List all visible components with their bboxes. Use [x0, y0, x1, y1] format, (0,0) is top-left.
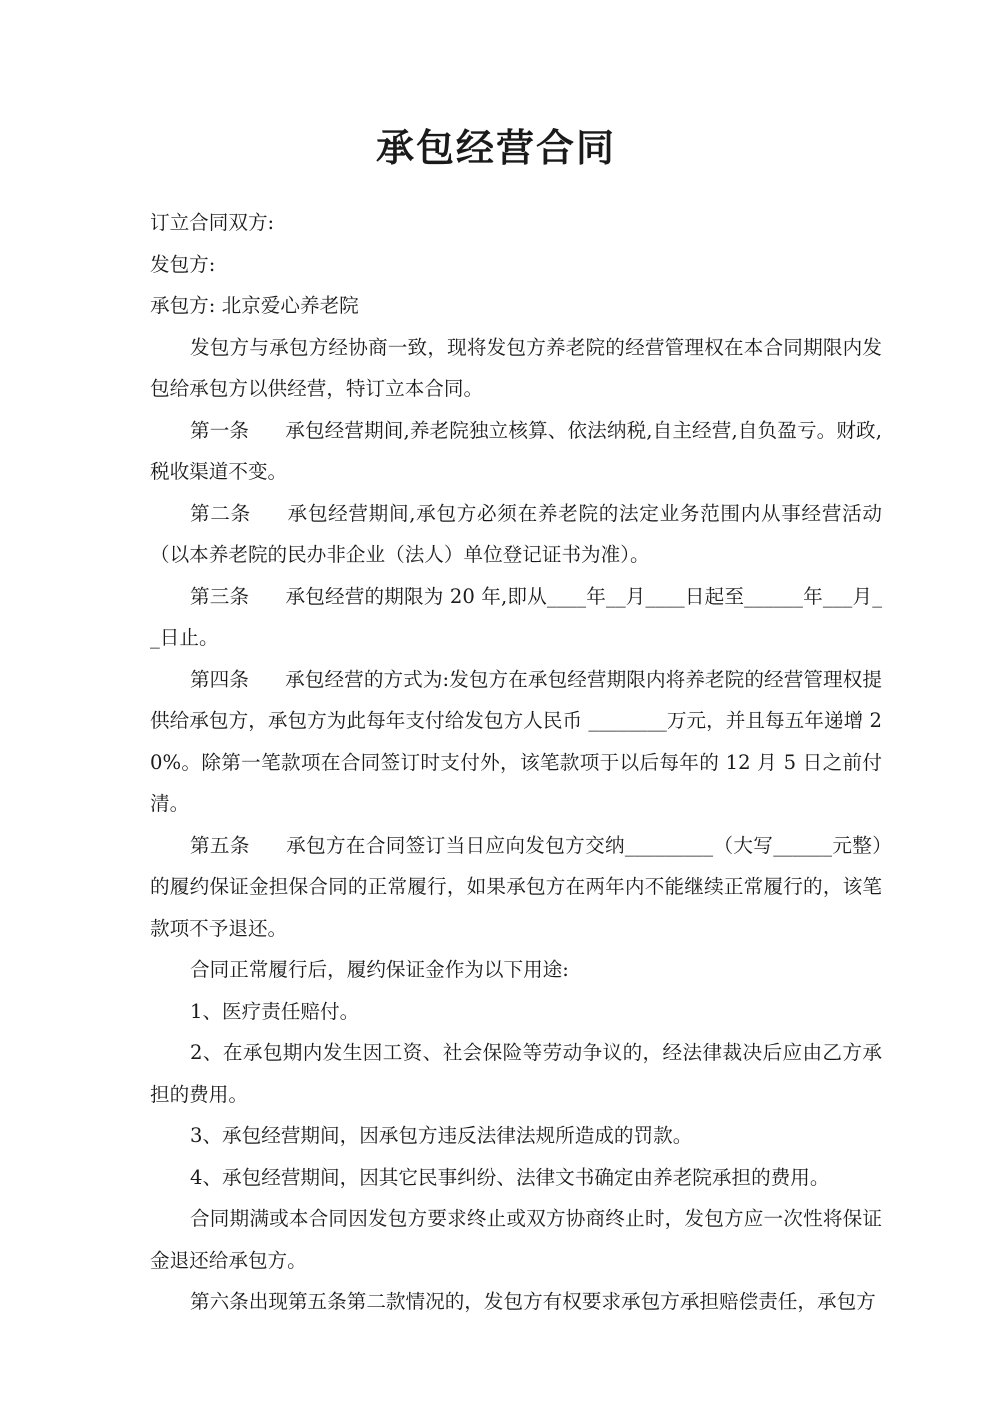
article-text: 承包经营的方式为:发包方在承包经营期限内将养老院的经营管理权提供给承包方，承包方为此每年支付给发包方人民币 ________万元，并且每五年递增 20%。除第一笔款项在合同签订时支付外，该笔款项于以后每年的 12 月 5 日之前付清。: [150, 667, 882, 815]
deposit-item-4: 4、承包经营期间，因其它民事纠纷、法律文书确定由养老院承担的费用。: [190, 1165, 830, 1189]
deposit-item-1: 1、医疗责任赔付。: [190, 999, 360, 1023]
contractor-line: 承包方: 北京爱心养老院: [150, 294, 359, 317]
article-text: 承包经营的期限为 20 年,即从____年__月____日起至______年___月__日止。: [150, 584, 882, 649]
article-text: 承包方在合同签订当日应向发包方交纳_________（大写______元整）的履约保证金担保合同的正常履行，如果承包方在两年内不能继续正常履行的，该笔款项不予退还。: [150, 833, 883, 940]
article-4: [150, 659, 882, 825]
article-number: 第三条: [190, 584, 250, 608]
refund-clause: 合同期满或本合同因发包方要求终止或双方协商终止时，发包方应一次性将保证金退还给承包方。: [150, 1207, 882, 1272]
deposit-item-2: 2、在承包期内发生因工资、社会保险等劳动争议的，经法律裁决后应由乙方承担的费用。: [150, 1041, 882, 1106]
intro-paragraph: 发包方与承包方经协商一致，现将发包方养老院的经营管理权在本合同期限内发包给承包方以供经营，特订立本合同。: [150, 335, 882, 400]
contract-body: [150, 202, 882, 1323]
document-title: 承包经营合同: [375, 125, 616, 170]
article-number: 第一条: [190, 418, 250, 442]
employer-line: 发包方:: [150, 252, 216, 276]
article-text: 承包经营期间,养老院独立核算、依法纳税,自主经营,自负盈亏。财政,税收渠道不变。: [150, 418, 882, 483]
article-6: 第六条出现第五条第二款情况的，发包方有权要求承包方承担赔偿责任，承包方: [190, 1290, 876, 1313]
parties-heading: 订立合同双方:: [150, 211, 275, 234]
article-number: 第五条: [190, 833, 250, 857]
deposit-heading: 合同正常履行后，履约保证金作为以下用途:: [190, 958, 569, 981]
article-number: 第四条: [190, 667, 250, 691]
article-number: 第二条: [190, 501, 251, 525]
deposit-item-3: 3、承包经营期间，因承包方违反法律法规所造成的罚款。: [190, 1124, 693, 1147]
article-text: 承包经营期间,承包方必须在养老院的法定业务范围内从事经营活动（以本养老院的民办非企业（法人）单位登记证书为准）。: [150, 501, 883, 566]
article-1: [150, 410, 882, 493]
article-5: [150, 825, 882, 950]
article-2: [150, 493, 882, 576]
article-3: [150, 576, 882, 659]
